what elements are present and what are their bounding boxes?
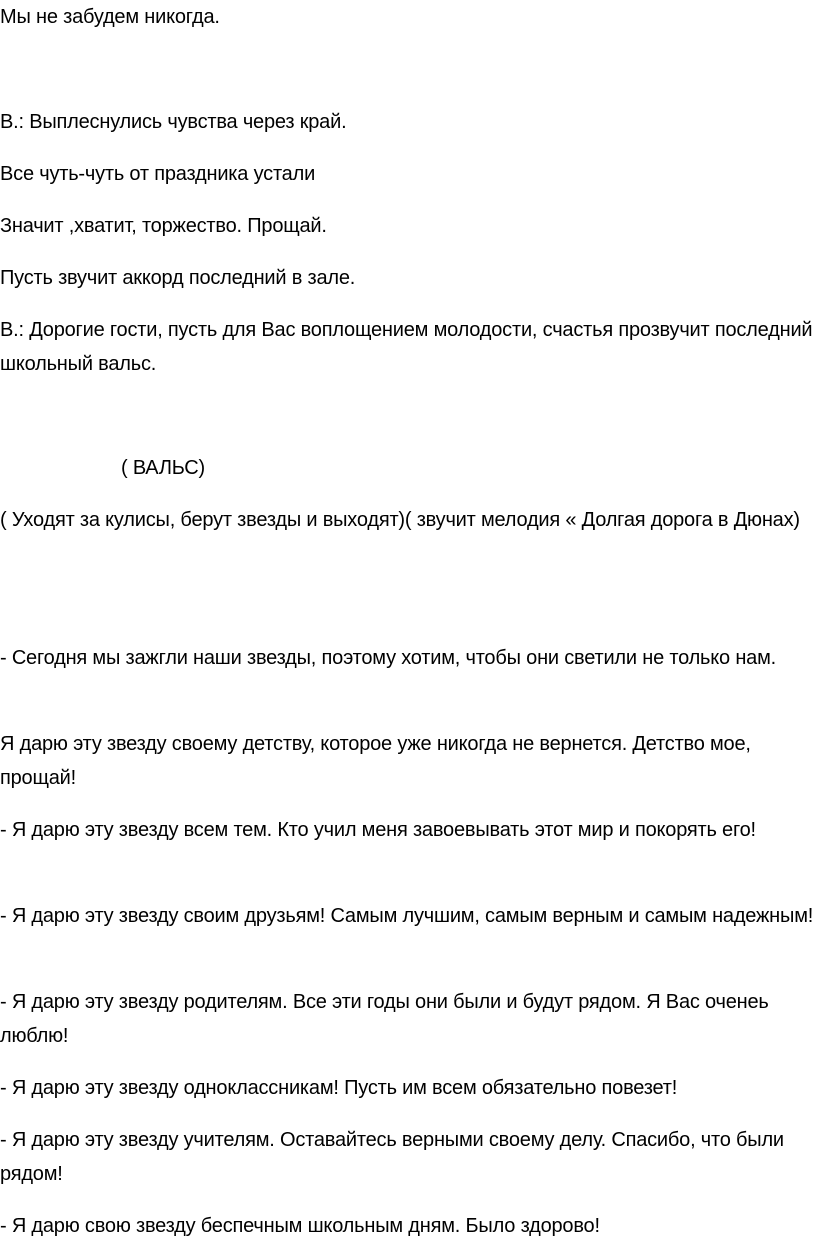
paragraph-verse-line-4: Пусть звучит аккорд последний в зале. [0,267,356,289]
paragraph-star-school-days: - Я дарю свою звезду беспечным школьным дням. Было здорово! [0,1215,600,1237]
paragraph-star-parents: - Я дарю эту звезду родителям. Все эти годы они были и будут рядом. Я Вас оченеь люблю! [0,991,769,1047]
paragraph-star-childhood: Я дарю эту звезду своему детству, которое уже никогда не вернется. Детство мое, прощай! [0,733,751,789]
paragraph-verse-line-3: Значит ,хватит, торжество. Прощай. [0,215,327,237]
paragraph-star-mentors: - Я дарю эту звезду всем тем. Кто учил меня завоевывать этот мир и покорять его! [0,819,756,841]
paragraph-verse-line-2: Все чуть-чуть от праздника устали [0,163,316,185]
paragraph-star-friends: - Я дарю эту звезду своим друзьям! Самым лучшим, самым верным и самым надежным! [0,905,814,927]
paragraph-star-teachers: - Я дарю эту звезду учителям. Оставайтесь верными своему делу. Спасибо, что были рядом! [0,1129,784,1185]
paragraph-verse-line-1: В.: Выплеснулись чувства через край. [0,111,347,133]
paragraph-host-speech: В.: Дорогие гости, пусть для Вас воплощением молодости, счастья прозвучит последний школьный вальс. [0,319,813,375]
paragraph-waltz-cue: ( ВАЛЬС) [121,457,205,479]
paragraph-star-classmates: - Я дарю эту звезду одноклассникам! Пусть им всем обязательно повезет! [0,1077,678,1099]
paragraph-closing-line: Мы не забудем никогда. [0,6,220,28]
paragraph-stage-direction: ( Уходят за кулисы, берут звезды и выходят)( звучит мелодия « Долгая дорога в Дюнах) [0,509,800,531]
paragraph-stars-intro: - Сегодня мы зажгли наши звезды, поэтому хотим, чтобы они светили не только нам. [0,647,776,669]
